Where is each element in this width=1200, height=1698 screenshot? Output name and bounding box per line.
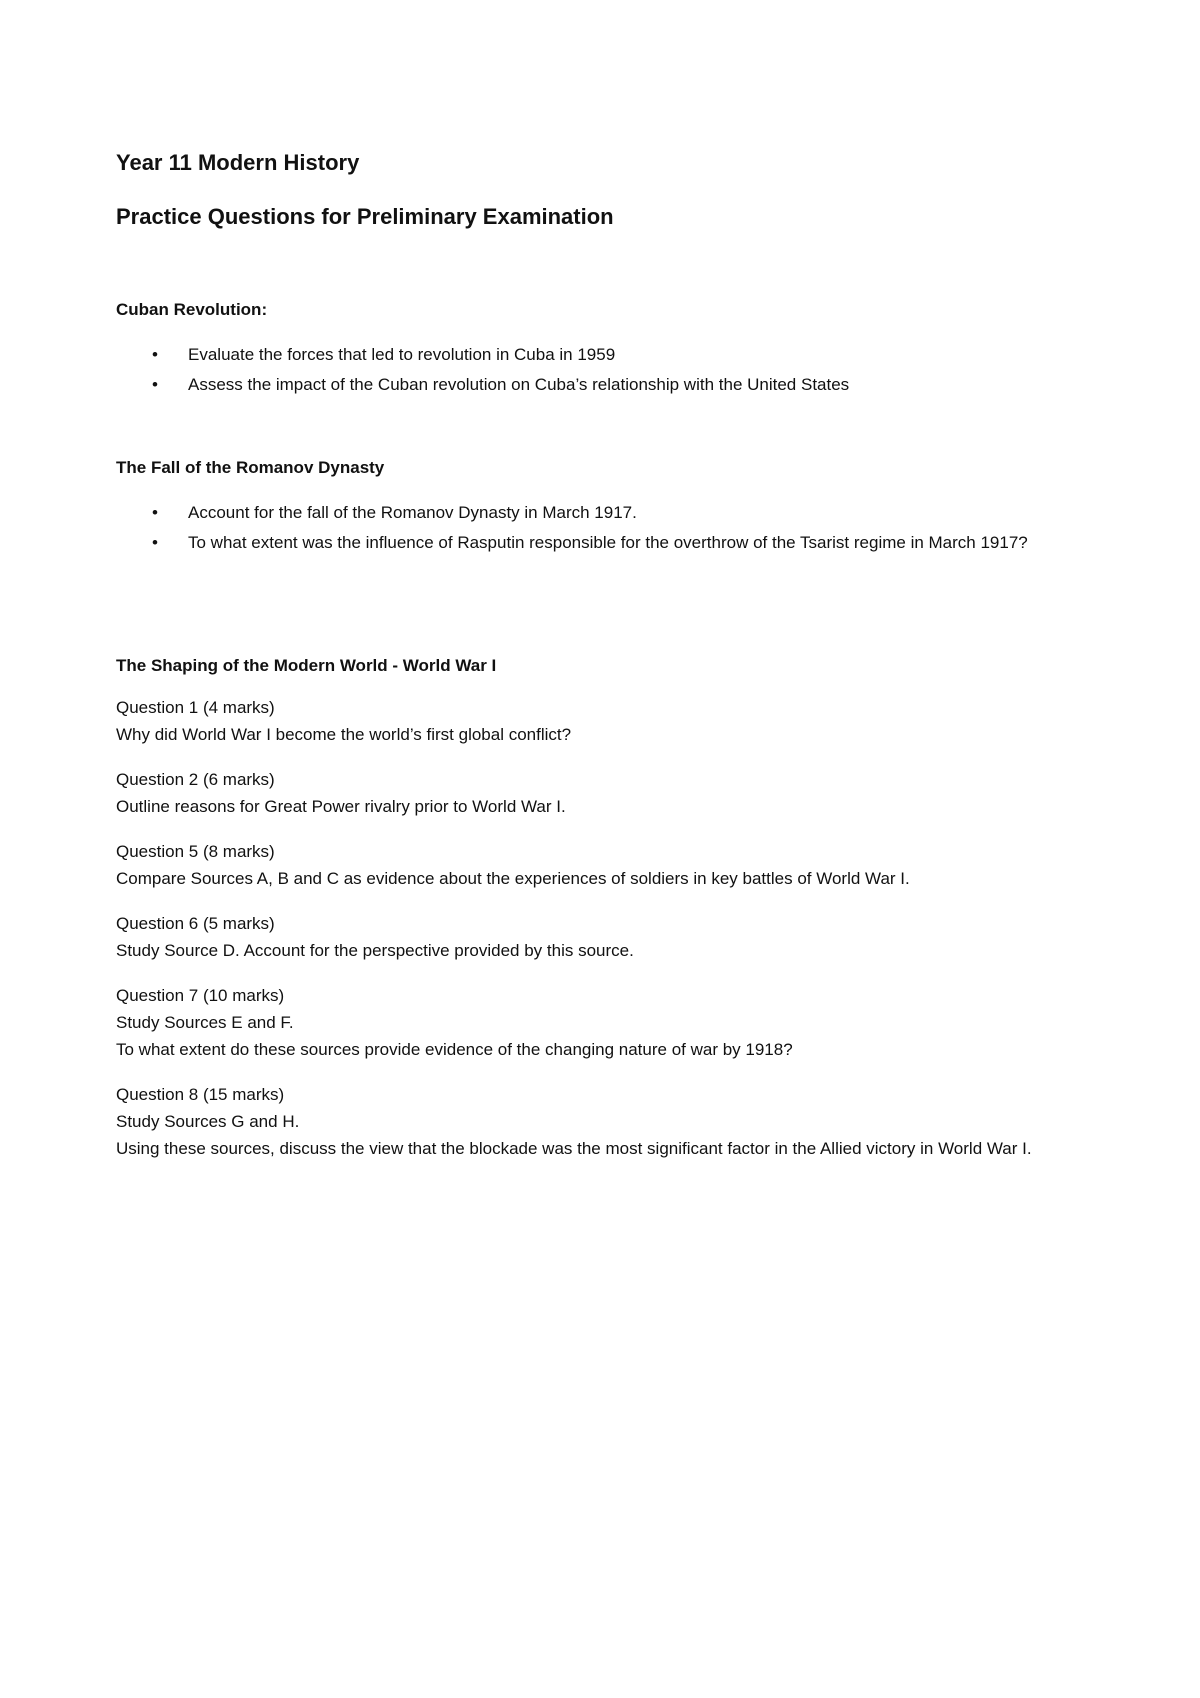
- question-text: Outline reasons for Great Power rivalry prior to World War I.: [116, 797, 566, 816]
- question-text: Study Sources G and H.: [116, 1112, 300, 1131]
- question-8: [116, 1081, 1106, 1162]
- question-text: Why did World War I become the world’s first global conflict?: [116, 725, 572, 744]
- question-text: Assess the impact of the Cuban revolution on Cuba’s relationship with the United States: [188, 375, 850, 394]
- cuban-revolution-question-list: [116, 340, 1106, 400]
- section-heading-romanov-dynasty: The Fall of the Romanov Dynasty: [116, 458, 385, 477]
- question-title: Question 7 (10 marks): [116, 986, 285, 1005]
- question-text: To what extent was the influence of Rasputin responsible for the overthrow of the Tsarist regime in March 1917?: [188, 533, 1028, 552]
- question-6: [116, 910, 1106, 964]
- question-1: [116, 694, 1106, 748]
- list-item: [116, 370, 1106, 400]
- question-title: Question 5 (8 marks): [116, 842, 275, 861]
- question-text: To what extent do these sources provide evidence of the changing nature of war by 1918?: [116, 1040, 793, 1059]
- question-text: Using these sources, discuss the view that the blockade was the most significant factor in the Allied victory in World War I.: [116, 1139, 1032, 1158]
- question-text: Study Source D. Account for the perspective provided by this source.: [116, 941, 634, 960]
- bullet-icon: •: [152, 375, 158, 394]
- question-text: Account for the fall of the Romanov Dynasty in March 1917.: [188, 503, 637, 522]
- question-5: [116, 838, 1106, 892]
- bullet-icon: •: [152, 503, 158, 522]
- question-title: Question 1 (4 marks): [116, 698, 275, 717]
- question-title: Question 8 (15 marks): [116, 1085, 285, 1104]
- question-title: Question 6 (5 marks): [116, 914, 275, 933]
- section-heading-cuban-revolution: Cuban Revolution:: [116, 300, 268, 319]
- section-heading-world-war-i: The Shaping of the Modern World - World War I: [116, 656, 497, 675]
- page-title: Year 11 Modern History: [116, 150, 360, 175]
- list-item: [116, 498, 1106, 528]
- list-item: [116, 340, 1106, 370]
- question-text: Study Sources E and F.: [116, 1013, 294, 1032]
- document-content: [116, 148, 1106, 1180]
- question-text: Evaluate the forces that led to revolution in Cuba in 1959: [188, 345, 616, 364]
- romanov-dynasty-question-list: [116, 498, 1106, 558]
- question-title: Question 2 (6 marks): [116, 770, 275, 789]
- question-7: [116, 982, 1106, 1063]
- bullet-icon: •: [152, 533, 158, 552]
- list-item: [116, 528, 1106, 558]
- bullet-icon: •: [152, 345, 158, 364]
- question-text: Compare Sources A, B and C as evidence about the experiences of soldiers in key battles of World War I.: [116, 869, 910, 888]
- page-subtitle: Practice Questions for Preliminary Examination: [116, 204, 614, 229]
- question-2: [116, 766, 1106, 820]
